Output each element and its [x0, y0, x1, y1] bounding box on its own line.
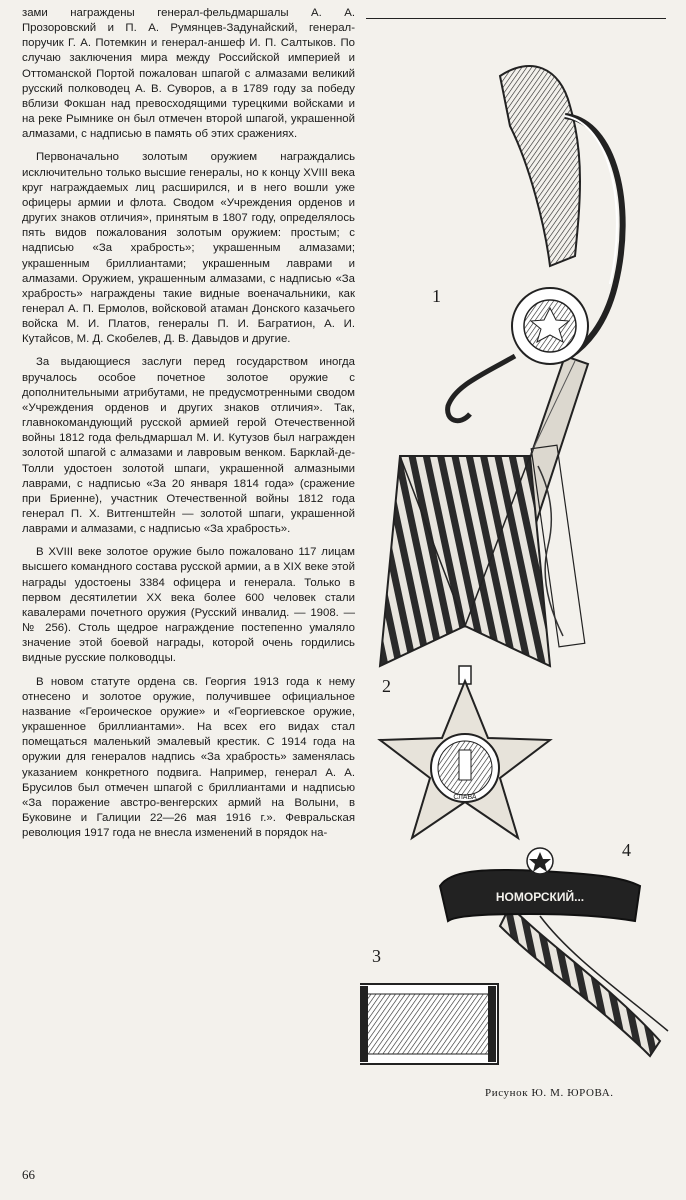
- top-rule-divider: [366, 18, 666, 19]
- paragraph: В XVIII веке золотое оружие было пожаловано 117 лицам высшего командного состава русской армии, а в XIX веке этой награды удостоены 3384 офицера и генерала. Только в первом десятилетии XX века более 600 человек стали кавалерами почетного оружия (Русский инвалид. — 1908. — № 256). Столь щедрое награждение постепенно умаляло значение этой боевой награды, которой очень гордились видные русские полководцы.: [22, 546, 355, 665]
- paragraph: В новом статуте ордена св. Георгия 1913 года к нему отнесено и золотое оружие, получившее официальное название «Героическое оружие» и «Георгиевское оружие, украшенное бриллиантами». На всех его видах стал помещаться маленький эмалевый крестик. С 1914 года на оружии для генералов надпись «За храбрость» заменялась указанием конкретного подвига. Например, генерал А. А. Брусилов был отмечен шпагой с бриллиантами и надписью «За поражение австро-венгерских армий на Волыни, в Буковине и Галиции 22—26 мая 1916 г.». Февральская революция 1917 года не внесла изменений в порядок на-: [22, 675, 355, 840]
- paragraph: За выдающиеся заслуги перед государством иногда вручалось особое почетное золотое оружие с дополнительными атрибутами, не предусмотренными сводом «Учреждения орденов и других знаков отличия». Так, главнокомандующий русской армией герой Отечественной войны 1812 года фельдмаршал М. И. Кутузов был награжден золотой шпагой с алмазами и лавровым венком. Барклай-де-Толли удостоен золотой шпаги, украшенной алмазными лаврами, с надписью «За 20 января 1814 года» (сражение при Бриенне), участник Отечественной войны 1812 года генерал П. Х. Витгенштейн — золотой шпаги, украшенной лаврами и алмазами, с надписью «За храбрость».: [22, 356, 355, 536]
- article-text-column: [22, 6, 355, 849]
- figure-label-3: 3: [372, 946, 381, 966]
- ribbon-inscription: НОМОРСКИЙ...: [495, 890, 585, 904]
- illustration-panel: [360, 26, 680, 1106]
- figure-label-4: 4: [622, 840, 631, 860]
- medal-inscription: СЛАВА: [453, 794, 477, 801]
- page-number: 66: [22, 1167, 35, 1182]
- illustration-caption: Рисунок Ю. М. ЮРОВА.: [485, 1087, 614, 1099]
- figure-label-2: 2: [382, 676, 391, 696]
- ribbon-bar-illustration: [360, 984, 498, 1064]
- figure-label-1: 1: [432, 286, 441, 306]
- order-of-glory-illustration: [380, 456, 550, 838]
- paragraph: Первоначально золотым оружием награждались исключительно только высшие генералы, но к концу XVIII века круг награждаемых лиц расширился, и в него вошли уже офицеры армии и флота. Сводом «Учреждения орденов и других знаков отличия», принятым в 1807 году, определялось пять видов пожалования золотым оружием: простым; с надписью «За храбрость»; украшенным алмазами; украшенным бриллиантами; украшенным лаврами и алмазами. Оружием, украшенным алмазами, с надписью «За храбрость» награждены такие видные военачальники, как генерал А. П. Ермолов, войсковой атаман Донского казачьего войска М. И. Платов, генералы П. И. Багратион, А. И. Кутайсов, М. Д. Скобелев, Д. В. Давыдов и другие.: [22, 151, 355, 346]
- paragraph: зами награждены генерал-фельдмаршалы А. А. Прозоровский и П. А. Румянцев-Задунайский, генерал-поручик Г. А. Потемкин и генерал-аншеф И. П. Салтыков. По случаю заключения мира между Российской империей и Оттоманской Портой пожалован шпагой с алмазами великий русский полководец А. В. Суворов, а в 1789 году за победу вблизи Фокшан над превосходящими турецкими войсками и на реке Рымнике он был отмечен второй шпагой, украшенной алмазами, с надписью в память об этих сражениях.: [22, 7, 355, 141]
